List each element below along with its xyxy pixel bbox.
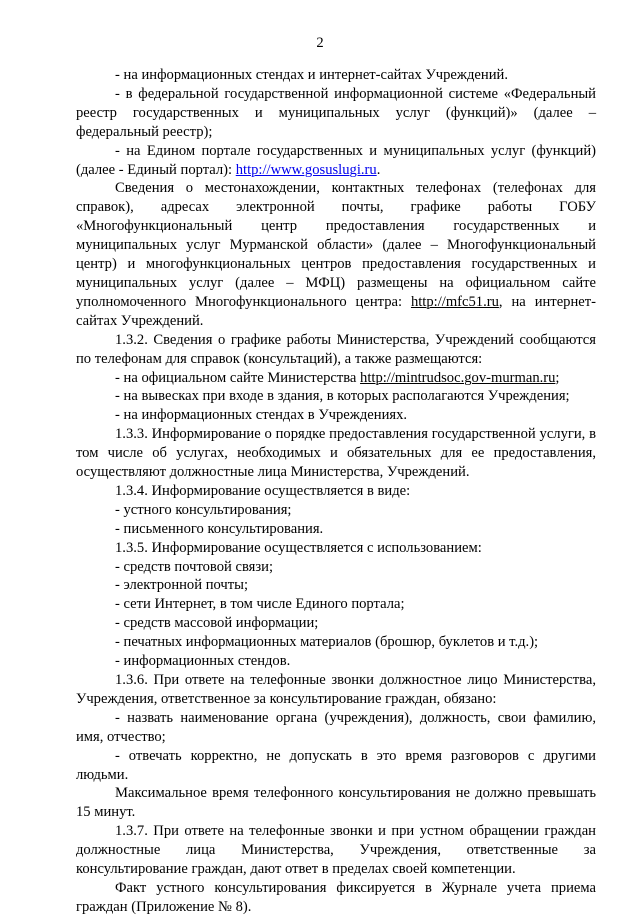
paragraph-text: - на официальном сайте Министерства [115,369,361,386]
paragraph-federal-registry: - в федеральной государственной информационной системе «Федеральный реестр государственных и муниципальных услуг (функций)» (далее – федеральный реестр); [76,85,596,140]
list-item-media: - средств массовой информации; [115,615,319,632]
paragraph-1-3-5: 1.3.5. Информирование осуществляется с использованием: [115,539,482,556]
list-item-internet: - сети Интернет, в том числе Единого портала; [115,596,405,613]
document-body [76,66,596,917]
paragraph-text: - на Едином портале государственных и муниципальных услуг (функций) (далее - Единый портал): [76,142,596,178]
list-item-email: - электронной почты; [115,577,248,594]
paragraph-1-3-7: 1.3.7. При ответе на телефонные звонки и при устном обращении граждан должностные лица Министерства, Учреждения, ответственные за консультирование граждан, дают ответ в пределах своей компетенции. [76,823,596,878]
list-item-postal: - средств почтовой связи; [115,558,274,575]
paragraph-1-3-2: 1.3.2. Сведения о графике работы Министерства, Учреждений сообщаются по телефонам для справок (консультаций), а также размещаются: [76,331,596,367]
paragraph-1-3-4: 1.3.4. Информирование осуществляется в виде: [115,482,411,499]
paragraph-1-3-6: 1.3.6. При ответе на телефонные звонки должностное лицо Министерства, Учреждения, ответственное за консультирование граждан, обязано: [76,672,596,707]
gosuslugi-link[interactable]: http://www.gosuslugi.ru [235,161,377,178]
list-item-oral: - устного консультирования; [115,501,292,518]
list-item-name-org: - назвать наименование органа (учреждения), должность, свои фамилию, имя, отчество; [76,709,596,745]
paragraph-mfc-info [76,179,596,330]
paragraph-stands: - на информационных стендах и интернет-сайтах Учреждений. [115,67,508,83]
paragraph-unified-portal [76,142,596,180]
mfc51-link[interactable]: http://mfc51.ru [410,293,499,310]
list-item-stands: - информационных стендов. [115,653,291,670]
page-number: 2 [316,35,324,51]
paragraph-1-3-3: 1.3.3. Информирование о порядке предоставления государственной услуги, в том числе об услугах, необходимых и обязательных для ее предоставления, осуществляют должностные лица Министерства, Учреждений. [76,426,596,481]
paragraph-signboards: - на вывесках при входе в здания, в которых располагаются Учреждения; [115,388,570,405]
paragraph-text: Сведения о местонахождении, контактных телефонах (телефонах для справок), адресах электронной почты, графике работы ГОБУ «Многофункциональный центр предоставления государственных и муниципальных услуг Мурманской области» (далее – Многофункциональный центр) и многофункциональных центров предоставления государственных и муниципальных услуг (далее – МФЦ) размещены на официальном сайте уполномоченного Многофункционального центра: [76,180,596,310]
list-item-written: - письменного консультирования. [115,520,324,537]
paragraph-journal: Факт устного консультирования фиксируется в Журнале учета приема граждан (Приложение № 8). [76,879,596,915]
list-item-answer-correctly: - отвечать корректно, не допускать в это время разговоров с другими людьми. [76,747,596,783]
mintrudsoc-link[interactable]: http://mintrudsoc.gov-murman.ru [360,369,556,386]
paragraph-ministry-site [76,369,596,388]
paragraph-text: , на интернет-сайтах Учреждений. [76,293,596,329]
paragraph-max-time: Максимальное время телефонного консультирования не должно превышать 15 минут. [76,785,596,821]
list-item-printed: - печатных информационных материалов (брошюр, буклетов и т.д.); [115,634,539,651]
paragraph-text: ; [555,369,560,386]
paragraph-text: . [376,161,381,178]
paragraph-info-stands: - на информационных стендах в Учреждениях. [115,407,408,424]
